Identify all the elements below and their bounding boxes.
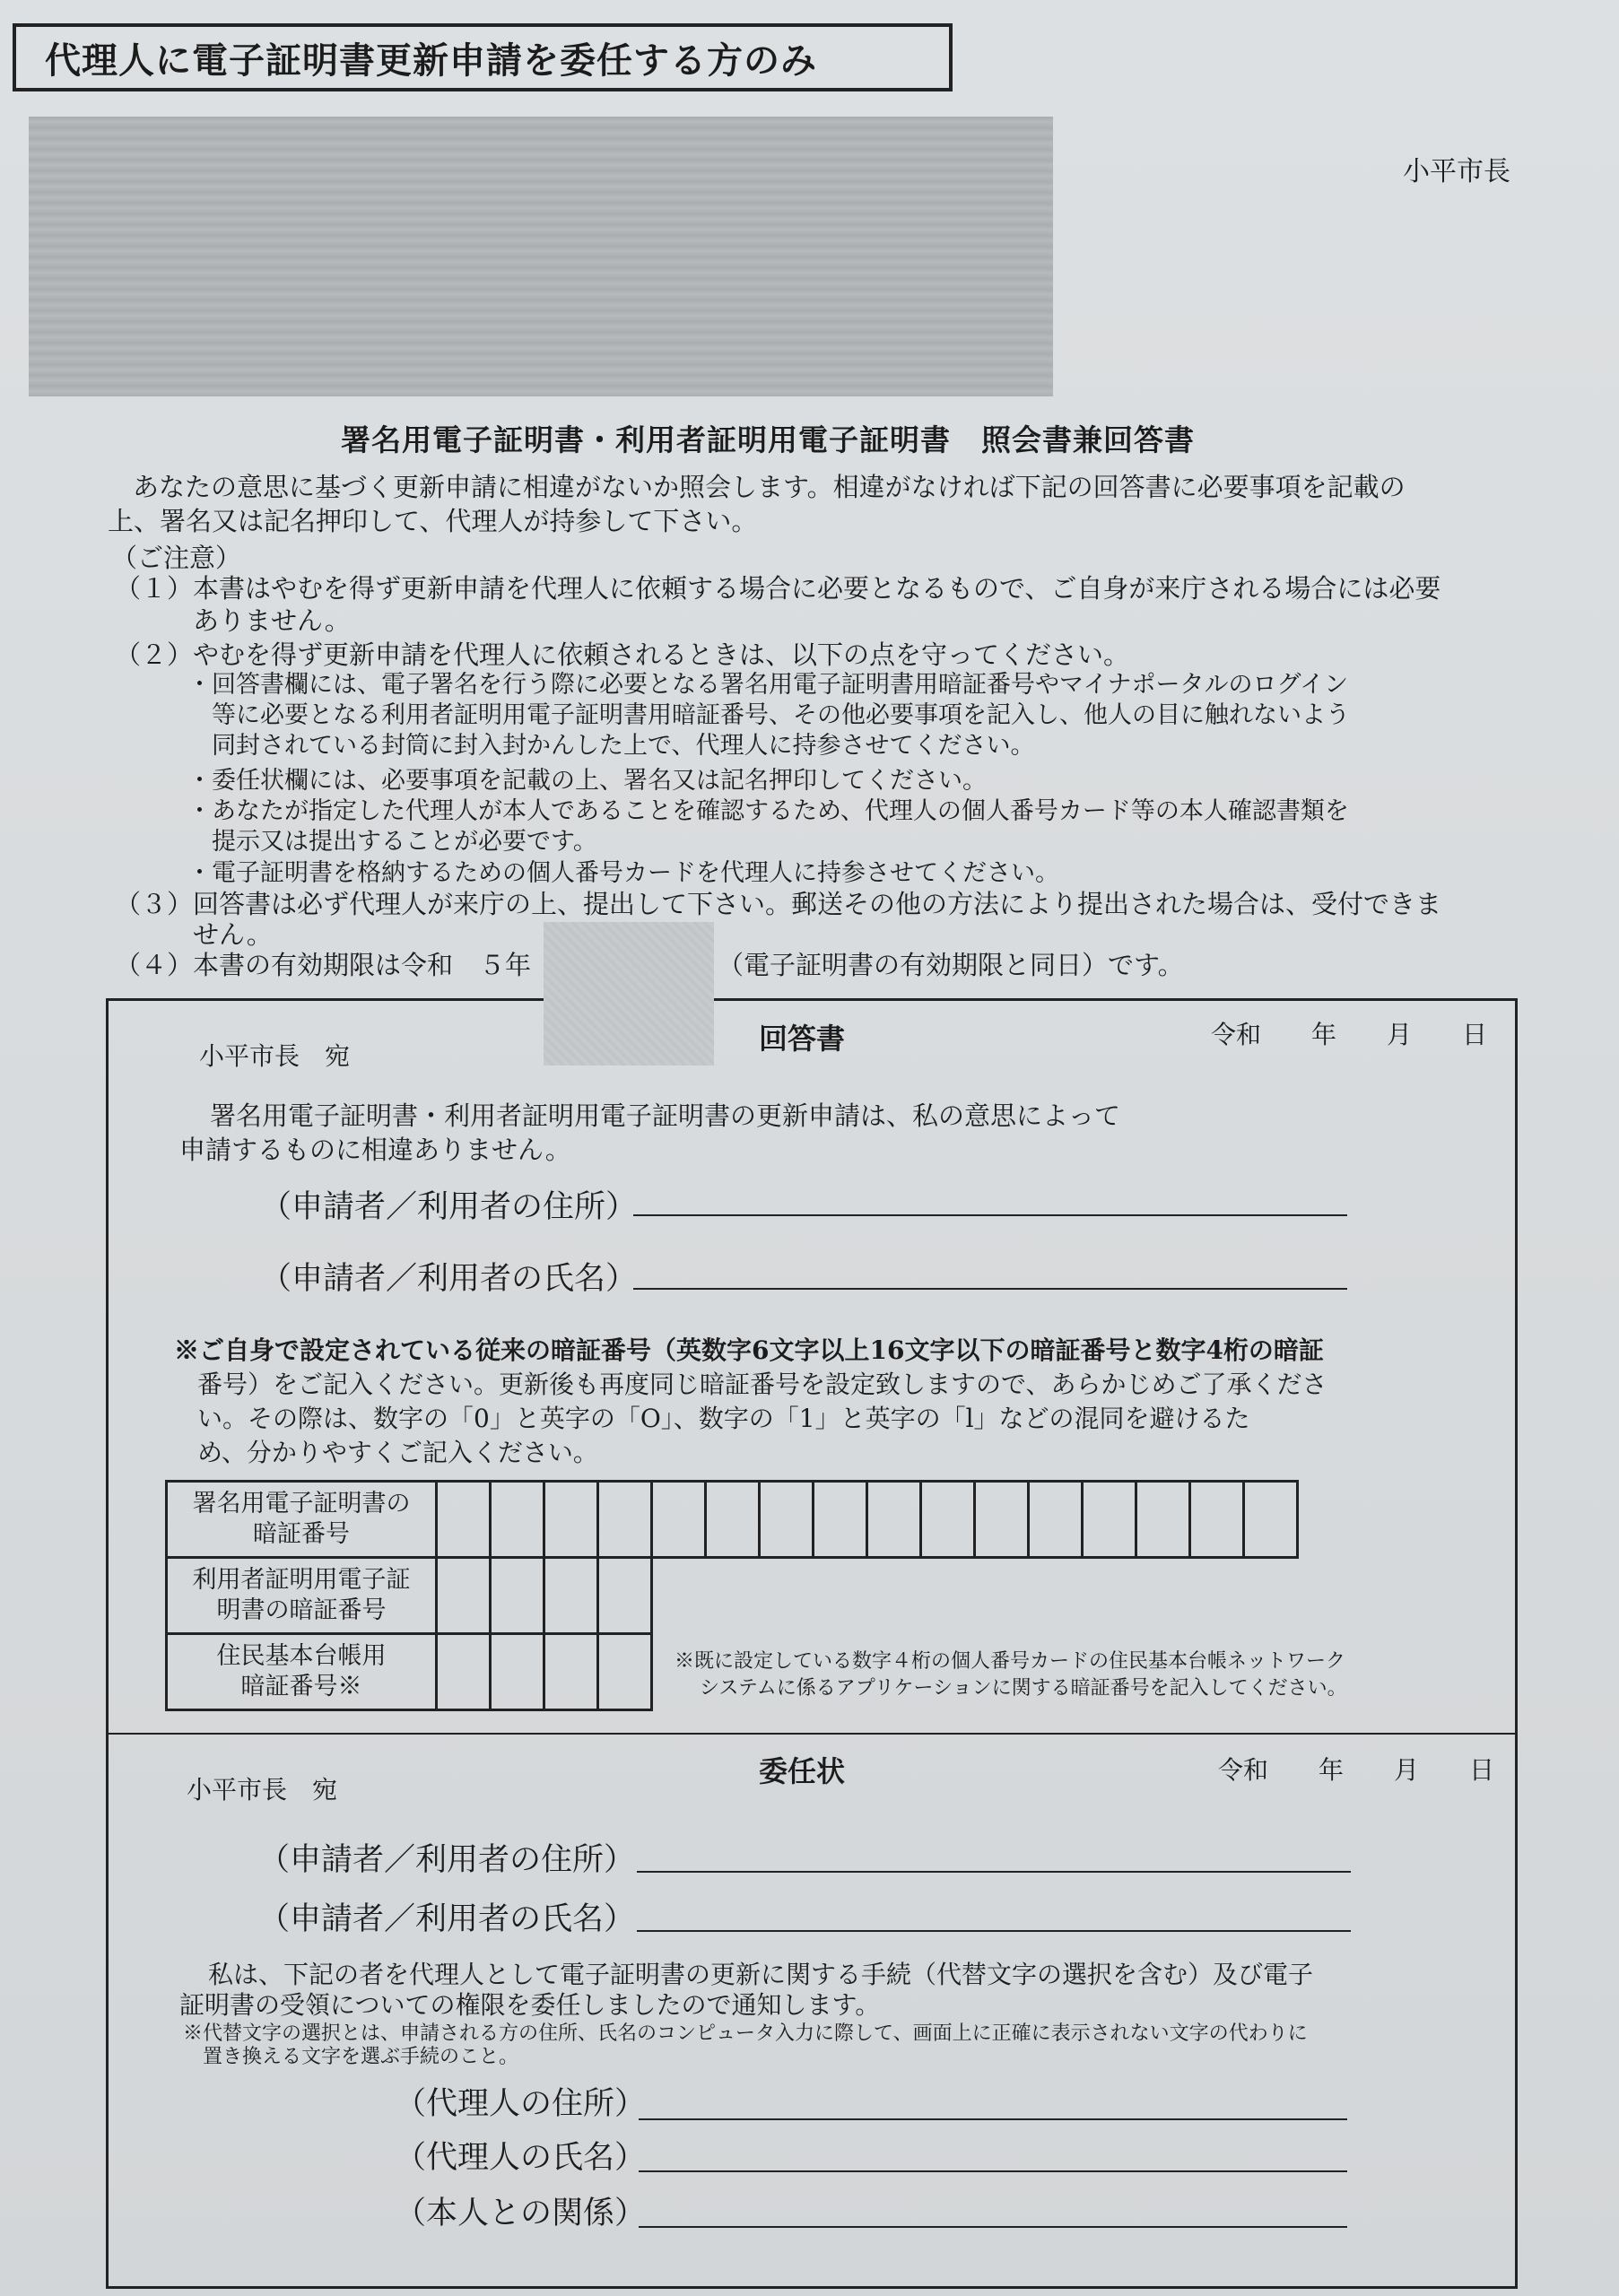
- issuer-mayor: 小平市長: [1403, 156, 1510, 187]
- signature-pin-label: 署名用電子証明書の 暗証番号: [165, 1480, 438, 1559]
- pin-cell[interactable]: [704, 1480, 761, 1559]
- pin-cell[interactable]: [973, 1480, 1030, 1559]
- pin-cell[interactable]: [1135, 1480, 1191, 1559]
- pin-note-line: システムに係るアプリケーションに関する暗証番号を記入してください。: [700, 1677, 1347, 1700]
- pin-instruction-line: め、分かりやすくご記入ください。: [197, 1438, 598, 1467]
- pin-cell[interactable]: [596, 1556, 653, 1635]
- validity-suffix: （電子証明書の有効期限と同日）です。: [718, 950, 1184, 980]
- notice-line: 等に必要となる利用者証明用電子証明書用暗証番号、その他必要事項を記入し、他人の目に触れないよう: [115, 701, 1350, 729]
- reply-heading: 回答書: [759, 1022, 846, 1056]
- pin-cell[interactable]: [543, 1480, 599, 1559]
- pin-note-line: ※既に設定している数字４桁の個人番号カードの住民基本台帳ネットワーク: [675, 1650, 1346, 1673]
- pin-cell[interactable]: [543, 1556, 599, 1635]
- delegator-name-label: （申請者／利用者の氏名）: [258, 1901, 636, 1937]
- pin-cell[interactable]: [1188, 1480, 1245, 1559]
- notice-line: ・電子証明書を格納するための個人番号カードを代理人に持参させてください。: [115, 859, 1059, 887]
- reply-statement-line: 署名用電子証明書・利用者証明用電子証明書の更新申請は、私の意思によって: [210, 1100, 1121, 1131]
- intro-line-1: あなたの意思に基づく更新申請に相違がないか照会します。相違がなければ下記の回答書に必要事項を記載の: [133, 472, 1406, 502]
- reply-addressee: 小平市長 宛: [199, 1041, 351, 1071]
- delegation-statement-line: 私は、下記の者を代理人として電子証明書の更新に関する手続（代替文字の選択を含む）及び電子: [208, 1960, 1314, 1989]
- pin-cell[interactable]: [596, 1632, 653, 1711]
- pin-cell[interactable]: [866, 1480, 922, 1559]
- document-title: 署名用電子証明書・利用者証明用電子証明書 照会書兼回答書: [341, 422, 1195, 457]
- notice-line: 提示又は提出することが必要です。: [115, 828, 597, 856]
- delegation-addressee: 小平市長 宛: [187, 1775, 338, 1805]
- applicant-address-label: （申請者／利用者の住所）: [260, 1189, 638, 1225]
- notice-line: 同封されている封筒に封入封かんした上で、代理人に持参させてください。: [115, 732, 1035, 760]
- delegator-address-field[interactable]: [637, 1871, 1351, 1873]
- notice-line: ありません。: [115, 605, 351, 636]
- notice-line: ・あなたが指定した代理人が本人であることを確認するため、代理人の個人番号カード等の本人確認書類を: [115, 797, 1349, 825]
- reply-statement-line: 申請するものに相違ありません。: [179, 1135, 571, 1165]
- relationship-label: （本人との関係）: [395, 2196, 647, 2231]
- validity-prefix: （４）本書の有効期限は令和 ５年: [115, 950, 532, 980]
- pin-cell[interactable]: [812, 1480, 868, 1559]
- pin-cell[interactable]: [1242, 1480, 1299, 1559]
- pin-cell[interactable]: [650, 1480, 707, 1559]
- agent-address-field[interactable]: [639, 2118, 1347, 2120]
- pin-cell[interactable]: [489, 1480, 545, 1559]
- pin-cell[interactable]: [758, 1480, 814, 1559]
- reply-date: 令和 年 月 日: [1211, 1020, 1488, 1049]
- agent-name-field[interactable]: [639, 2170, 1347, 2172]
- intro-line-2: 上、署名又は記名押印して、代理人が持参して下さい。: [108, 506, 758, 536]
- pin-cell[interactable]: [919, 1480, 976, 1559]
- applicant-name-label: （申請者／利用者の氏名）: [260, 1261, 638, 1297]
- delegation-only-banner: 代理人に電子証明書更新申請を委任する方のみ: [13, 23, 953, 91]
- user-cert-pin-row: [165, 1556, 1299, 1635]
- signature-pin-row: [165, 1480, 1299, 1559]
- delegation-date: 令和 年 月 日: [1218, 1755, 1495, 1785]
- relationship-field[interactable]: [639, 2226, 1347, 2228]
- notice-line: （２）やむを得ず更新申請を代理人に依頼されるときは、以下の点を守ってください。: [115, 639, 1130, 670]
- pin-cell[interactable]: [489, 1632, 545, 1711]
- notice-heading: （ご注意）: [111, 543, 242, 573]
- pin-cell[interactable]: [435, 1556, 492, 1635]
- delegator-name-field[interactable]: [637, 1930, 1351, 1932]
- pin-cell[interactable]: [1081, 1480, 1137, 1559]
- agent-address-label: （代理人の住所）: [395, 2086, 647, 2122]
- notice-line: せん。: [115, 919, 273, 950]
- pin-instruction-line: ※ご自身で設定されている従来の暗証番号（英数字6文字以上16文字以下の暗証番号と数字4桁の暗証: [174, 1335, 1324, 1365]
- user-cert-pin-label: 利用者証明用電子証 明書の暗証番号: [165, 1556, 438, 1635]
- pin-instruction-line: い。その際は、数字の「0」と英字の「O」、数字の「1」と英字の「l」などの混同を避けるた: [197, 1404, 1250, 1433]
- substitute-char-note-line: 置き換える文字を選ぶ手続のこと。: [183, 2046, 519, 2068]
- agent-name-label: （代理人の氏名）: [395, 2140, 647, 2176]
- notice-line: ・回答書欄には、電子署名を行う際に必要となる署名用電子証明書用暗証番号やマイナポータルのログイン: [115, 671, 1349, 699]
- substitute-char-note-line: ※代替文字の選択とは、申請される方の住所、氏名のコンピュータ入力に際して、画面上に正確に表示されない文字の代わりに: [183, 2022, 1308, 2045]
- pin-cell[interactable]: [1027, 1480, 1084, 1559]
- pin-cell[interactable]: [596, 1480, 653, 1559]
- notice-line: （１）本書はやむを得ず更新申請を代理人に依頼する場合に必要となるもので、ご自身が来庁される場合には必要: [115, 573, 1441, 604]
- redacted-address-area: [29, 117, 1053, 396]
- notice-line: （３）回答書は必ず代理人が来庁の上、提出して下さい。郵送その他の方法により提出された場合は、受付できま: [115, 889, 1442, 919]
- pin-cell[interactable]: [435, 1480, 492, 1559]
- delegator-address-label: （申請者／利用者の住所）: [258, 1842, 636, 1878]
- delegation-statement-line: 証明書の受領についての権限を委任しましたので通知します。: [179, 1990, 881, 2020]
- pin-cell[interactable]: [489, 1556, 545, 1635]
- pin-instruction-line: 番号）をご記入ください。更新後も再度同じ暗証番号を設定致しますので、あらかじめご了承くださ: [197, 1370, 1327, 1399]
- pin-cell[interactable]: [435, 1632, 492, 1711]
- resident-registry-pin-label: 住民基本台帳用 暗証番号※: [165, 1632, 438, 1711]
- notice-line: ・委任状欄には、必要事項を記載の上、署名又は記名押印してください。: [115, 767, 987, 795]
- applicant-name-field[interactable]: [633, 1288, 1347, 1290]
- pin-cell[interactable]: [543, 1632, 599, 1711]
- applicant-address-field[interactable]: [633, 1214, 1347, 1216]
- redacted-qr-area: [544, 922, 714, 1065]
- delegation-heading: 委任状: [759, 1754, 846, 1788]
